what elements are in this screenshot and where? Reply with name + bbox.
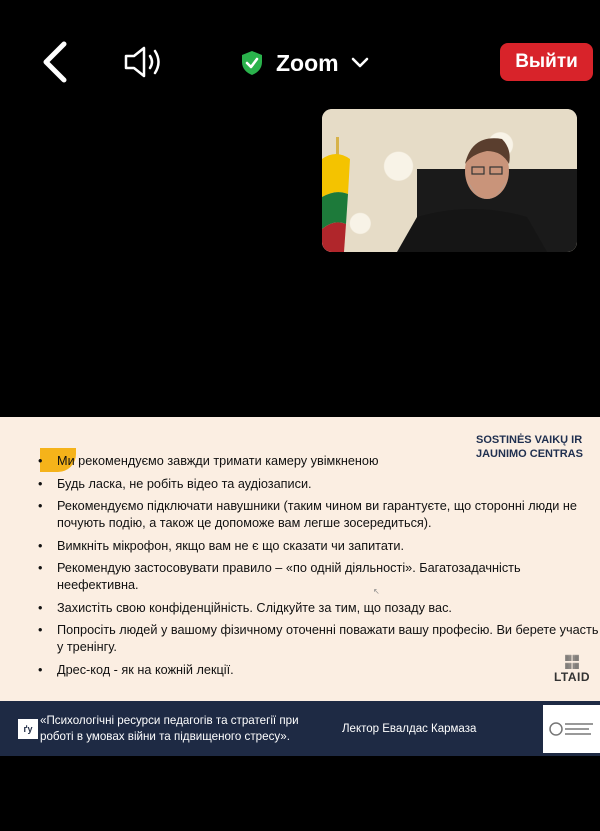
ministry-emblem-icon: [547, 714, 597, 744]
slide-bullet: • Будь ласка, не робіть відео та аудіозаписи.: [38, 476, 600, 493]
leave-button[interactable]: Выйти: [500, 43, 593, 81]
shared-slide: [0, 417, 600, 701]
lecture-title: «Психологічні ресурси педагогів та стратегії при роботі в умовах війни та підвищеного стресу».: [40, 714, 299, 743]
ltaid-logo-text: LTAID: [553, 670, 591, 684]
ltaid-mark-icon: ▦▦ ▦▦: [564, 653, 580, 670]
org-name-line2: JAUNIMO CENTRAS: [476, 448, 583, 460]
caption-badge-icon: ґу: [18, 719, 38, 739]
slide-bullet: • Ми рекомендуємо завжди тримати камеру увімкненою: [38, 453, 600, 470]
meeting-toolbar: [0, 0, 600, 103]
chevron-down-icon: [351, 57, 369, 69]
slide-bullet: • Вимкніть мікрофон, якщо вам не є що сказати чи запитати.: [38, 538, 600, 555]
meeting-info-button[interactable]: [240, 46, 369, 80]
lecture-caption-bar: [0, 701, 600, 756]
speaker-icon: [122, 44, 166, 80]
slide-bullet: • Попросіть людей у вашому фізичному оточенні поважати вашу професію. Ви берете участь у тренінгу.: [38, 622, 600, 656]
slide-bullet: • Рекомендую застосовувати правило – «по одній діяльності». Багатозадачність неефективна.: [38, 560, 600, 594]
partner-logo: [543, 705, 600, 753]
back-button[interactable]: [38, 40, 72, 84]
shield-check-icon: [240, 50, 264, 76]
org-name-line1: SOSTINĖS VAIKŲ IR: [476, 434, 583, 446]
video-frame-scene: [322, 109, 577, 252]
ltaid-logo: [552, 654, 592, 684]
pointer-icon: ↖: [373, 587, 380, 596]
participant-video[interactable]: [322, 109, 577, 252]
slide-bullet-list: [38, 453, 600, 684]
slide-bullet: • Захистіть свою конфіденційність. Слідкуйте за тим, що позаду вас.: [38, 600, 600, 617]
lecturer-name: Лектор Евалдас Кармаза: [342, 723, 477, 735]
slide-bullet: • Рекомендуємо підключати навушники (таким чином ви гарантуєте, що сторонні люди не почують подію, а також це допоможе вам легше зосередиться).: [38, 498, 600, 532]
chevron-left-icon: [38, 40, 72, 84]
meeting-title: Zoom: [276, 49, 339, 76]
audio-button[interactable]: [122, 44, 166, 80]
slide-bullet: • Дрес-код - як на кожній лекції.: [38, 662, 600, 679]
